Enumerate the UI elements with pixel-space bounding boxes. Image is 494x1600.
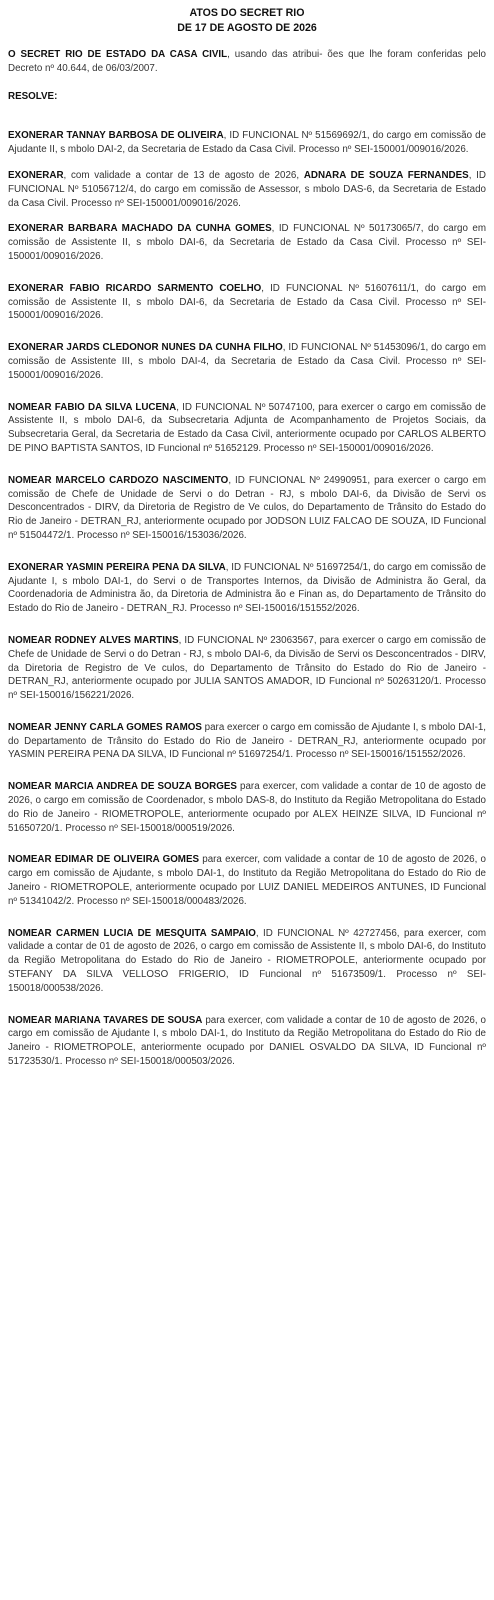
intro-authority: O SECRET RIO DE ESTADO DA CASA CIVIL — [8, 49, 228, 60]
document-title: ATOS DO SECRET RIO — [189, 7, 305, 19]
act-person: ADNARA DE SOUZA FERNANDES — [303, 169, 469, 181]
act-text: para exercer, com validade a contar de 10 de agosto de 2026, o cargo em comissão de Coordenador, s mbolo DAS-8, do Instituto da Região Metropolitana do Estado do Rio de Janeiro - RIOMETROPOLE, anteriormente ocupado por ALEX HEINZE SILVA, ID Funcional nº 51650720/1. Processo nº SEI-150018/000519/2026. — [8, 781, 486, 834]
act-lead: NOMEAR CARMEN LUCIA DE MESQUITA SAMPAIO — [8, 927, 256, 939]
act-paragraph — [8, 282, 486, 323]
act-paragraph — [8, 780, 486, 835]
act-lead: NOMEAR MARIANA TAVARES DE SOUSA — [8, 1014, 203, 1026]
act-paragraph — [8, 341, 486, 382]
act-text: para exercer o cargo em comissão de Ajudante I, s mbolo DAI-1, do Departamento de Trânsito do Estado do Rio de Janeiro - DETRAN_RJ, anteriormente ocupado por YASMIN PEREIRA PENA DA SILVA, ID Funcional nº 51697254/1. Processo nº SEI-150016/151552/2026. — [8, 721, 486, 761]
act-paragraph — [8, 853, 486, 908]
act-lead: NOMEAR EDIMAR DE OLIVEIRA GOMES — [8, 854, 200, 866]
act-paragraph — [8, 721, 486, 762]
act-lead: NOMEAR JENNY CARLA GOMES RAMOS — [8, 721, 202, 733]
act-paragraph — [8, 474, 486, 543]
act-text-continued: , ID FUNCIONAL Nº 51056712/4, do cargo em comissão de Assessor, s mbolo DAS-6, da Secretaria de Estado da Casa Civil. Processo nº SEI-150001/009016/2026. — [8, 169, 486, 209]
act-lead: EXONERAR TANNAY BARBOSA DE OLIVEIRA — [8, 130, 224, 142]
act-lead: EXONERAR — [8, 169, 64, 181]
act-lead: EXONERAR YASMIN PEREIRA PENA DA SILVA — [8, 561, 226, 573]
act-lead: NOMEAR MARCELO CARDOZO NASCIMENTO — [8, 474, 229, 486]
act-paragraph — [8, 927, 486, 996]
act-lead: NOMEAR RODNEY ALVES MARTINS — [8, 634, 179, 646]
act-text: para exercer, com validade a contar de 10 de agosto de 2026, o cargo em comissão de Ajudante I, s mbolo DAI-1, do Instituto da Região Metropolitana do Estado do Rio de Janeiro - RIOMETROPOLE, anteriormente ocupado por DANIEL OSVALDO DA SILVA, ID Funcional nº 51723530/1. Processo nº SEI-150018/000503/2026. — [8, 1014, 486, 1068]
act-paragraph — [8, 169, 486, 210]
intro-paragraph — [8, 48, 486, 76]
act-paragraph — [8, 1014, 486, 1069]
act-paragraph — [8, 222, 486, 263]
act-text: , ID FUNCIONAL Nº 23063567, para exercer o cargo em comissão de Chefe de Unidade de Servi o do Detran - RJ, s mbolo DAI-6, da Divisão de Servi os Desconcentrados - DIRV, da Diretoria de Registro de Ve culos, do Departamento de Trânsito do Estado do Rio de Janeiro - DETRAN_RJ, anteriormente ocupado por JULIA SANTOS AMADOR, ID Funcional nº 50263120/1. Processo nº SEI-150016/156221/2026. — [8, 634, 486, 702]
intro-text: , usando das atribui- ões que lhe foram conferidas pelo Decreto nº 40.644, de 06/03/2007. — [8, 49, 486, 74]
act-lead: EXONERAR FABIO RICARDO SARMENTO COELHO — [8, 282, 262, 294]
act-paragraph — [8, 561, 486, 616]
act-text: , ID FUNCIONAL Nº 51569692/1, do cargo em comissão de Ajudante II, s mbolo DAI-2, da Secretaria de Estado da Casa Civil. Processo nº SEI-150001/009016/2026. — [8, 130, 486, 156]
act-text: , ID FUNCIONAL Nº 24990951, para exercer o cargo em comissão de Chefe de Unidade de Servi o do Detran - RJ, s mbolo DAI-6, da Divisão de Servi os Desconcentrados - DIRV, da Diretoria de Registro de Ve culos, do Departamento de Trânsito do Estado do Rio de Janeiro - DETRAN_RJ, anteriormente ocupado por JODSON LUIZ FALCAO DE SOUZA, ID Funcional nº 51504472/1. Processo nº SEI-150016/153036/2026. — [8, 474, 486, 541]
act-lead: NOMEAR FABIO DA SILVA LUCENA — [8, 401, 177, 413]
resolve-heading: RESOLVE: — [8, 90, 58, 102]
act-text: , ID FUNCIONAL Nº 51453096/1, do cargo em comissão de Assistente III, s mbolo DAI-4, da Secretaria de Estado da Casa Civil. Processo nº SEI-150001/009016/2026. — [8, 342, 486, 381]
act-lead: NOMEAR MARCIA ANDREA DE SOUZA BORGES — [8, 781, 237, 793]
act-paragraph — [8, 129, 486, 157]
document-date: DE 17 DE AGOSTO DE 2026 — [177, 22, 317, 34]
act-text: , ID FUNCIONAL Nº 51607611/1, do cargo em comissão de Assistente II, s mbolo DAI-6, da Secretaria de Estado da Casa Civil. Processo nº SEI-150001/009016/2026. — [8, 282, 486, 322]
act-paragraph — [8, 634, 486, 703]
act-text: , ID FUNCIONAL Nº 50173065/7, do cargo em comissão de Assistente II, s mbolo DAI-6, da Secretaria de Estado da Casa Civil. Processo nº SEI-150001/009016/2026. — [8, 223, 487, 262]
act-text: para exercer, com validade a contar de 10 de agosto de 2026, o cargo em comissão de Ajudante, s mbolo DAI-1, do Instituto da Região Metropolitana do Estado do Rio de Janeiro - RIOMETROPOLE, anteriormente ocupado por LUIZ DANIEL MEDEIROS ANTUNES, ID Funcional nº 51341042/2. Processo nº SEI-150018/000483/2026. — [8, 854, 486, 907]
act-lead: EXONERAR BARBARA MACHADO DA CUNHA GOMES — [8, 223, 272, 235]
act-text: , ID FUNCIONAL Nº 42727456, para exercer, com validade a contar de 01 de agosto de 2026, o cargo em comissão de Assistente II, s mbolo DAI-6, do Instituto da Região Metropolitana do Estado do Rio de Janeiro - RIOMETROPOLE, anteriormente ocupado por STEFANY DA SILVA VELLOSO FRIGERIO, ID Funcional nº 51673509/1. Processo nº SEI-150018/000538/2026. — [8, 927, 486, 994]
act-paragraph — [8, 401, 486, 456]
act-text: , ID FUNCIONAL Nº 50747100, para exercer o cargo em comissão de Assistente II, s mbolo DAI-6, da Subsecretaria Adjunta de Acompanhamento de Projetos Sociais, da Subsecretaria Geral, da Secretaria de Estado da Casa Civil, anteriormente ocupado por CARLOS ALBERTO DE PINO BAPTISTA SANTOS, ID Funcional nº 51652129. Processo nº SEI-150001/009016/2026. — [8, 401, 486, 454]
act-text: , com validade a contar de 13 de agosto de 2026, — [63, 169, 304, 181]
act-text: , ID FUNCIONAL Nº 51697254/1, do cargo em comissão de Ajudante I, s mbolo DAI-1, do Servi o de Transportes Internos, da Divisão de Administra ão Geral, da Coordenadoria de Administra ão, da Diretoria de Administra ão e Finan as, do Departamento de Trânsito do Estado do Rio de Janeiro - DETRAN_RJ. Processo nº SEI-150016/151552/2026. — [8, 561, 486, 615]
act-lead: EXONERAR JARDS CLEDONOR NUNES DA CUNHA FILHO — [8, 342, 283, 354]
